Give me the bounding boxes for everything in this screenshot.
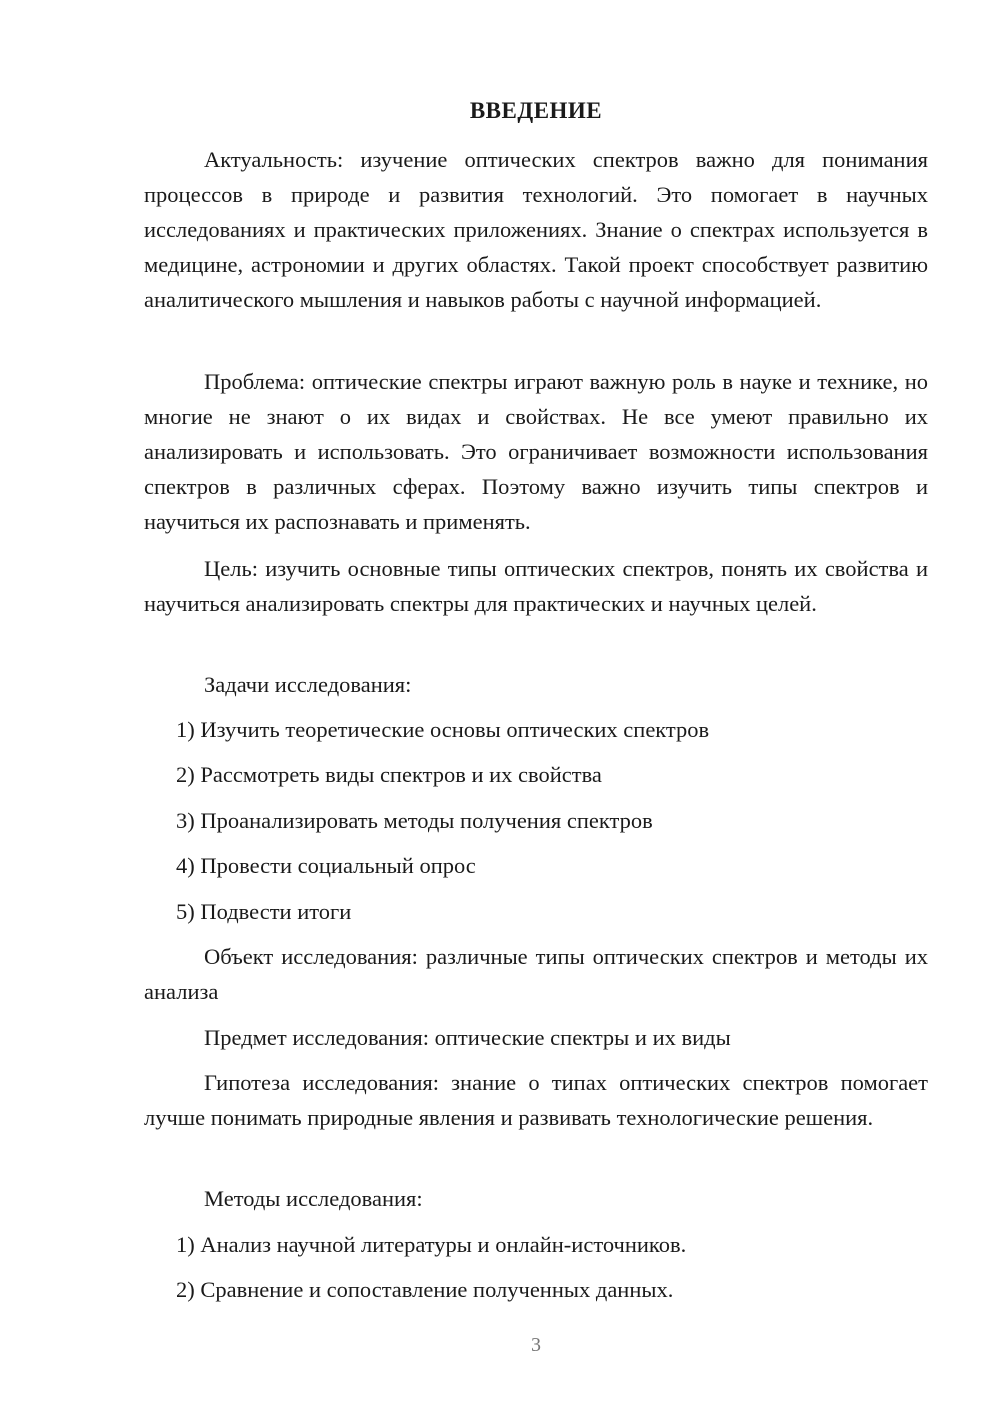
task-item-5: 5) Подвести итоги [176, 899, 352, 924]
method-item-2: 2) Сравнение и сопоставление полученных данных. [176, 1277, 674, 1302]
section-heading: ВВЕДЕНИЕ [469, 98, 603, 123]
method-item-1: 1) Анализ научной литературы и онлайн-источников. [176, 1232, 687, 1257]
task-item-4: 4) Провести социальный опрос [176, 853, 476, 878]
hypothesis-paragraph: Гипотеза исследования: знание о типах оптических спектров помогает лучше понимать природные явления и развивать технологические решения. [144, 1070, 928, 1130]
tasks-title: Задачи исследования: [204, 672, 412, 697]
relevance-paragraph: Актуальность: изучение оптических спектров важно для понимания процессов в природе и развития технологий. Это помогает в научных исследованиях и практических приложениях. Знание о спектрах используется в медицине, астрономии и других областях. Такой проект способствует развитию аналитического мышления и навыков работы с научной информацией. [144, 147, 928, 312]
subject-paragraph: Предмет исследования: оптические спектры и их виды [204, 1025, 731, 1050]
task-item-2: 2) Рассмотреть виды спектров и их свойства [176, 762, 602, 787]
task-item-3: 3) Проанализировать методы получения спектров [176, 808, 653, 833]
goal-paragraph: Цель: изучить основные типы оптических спектров, понять их свойства и научиться анализировать спектры для практических и научных целей. [144, 556, 928, 616]
object-paragraph: Объект исследования: различные типы оптических спектров и методы их анализа [144, 944, 928, 1004]
methods-title: Методы исследования: [204, 1186, 423, 1211]
task-item-1: 1) Изучить теоретические основы оптических спектров [176, 717, 710, 742]
problem-paragraph: Проблема: оптические спектры играют важную роль в науке и технике, но многие не знают о их видах и свойствах. Не все умеют правильно их анализировать и использовать. Это ограничивает возможности использования спектров в различных сферах. Поэтому важно изучить типы спектров и научиться их распознавать и применять. [144, 369, 928, 534]
page-number: 3 [531, 1334, 541, 1356]
